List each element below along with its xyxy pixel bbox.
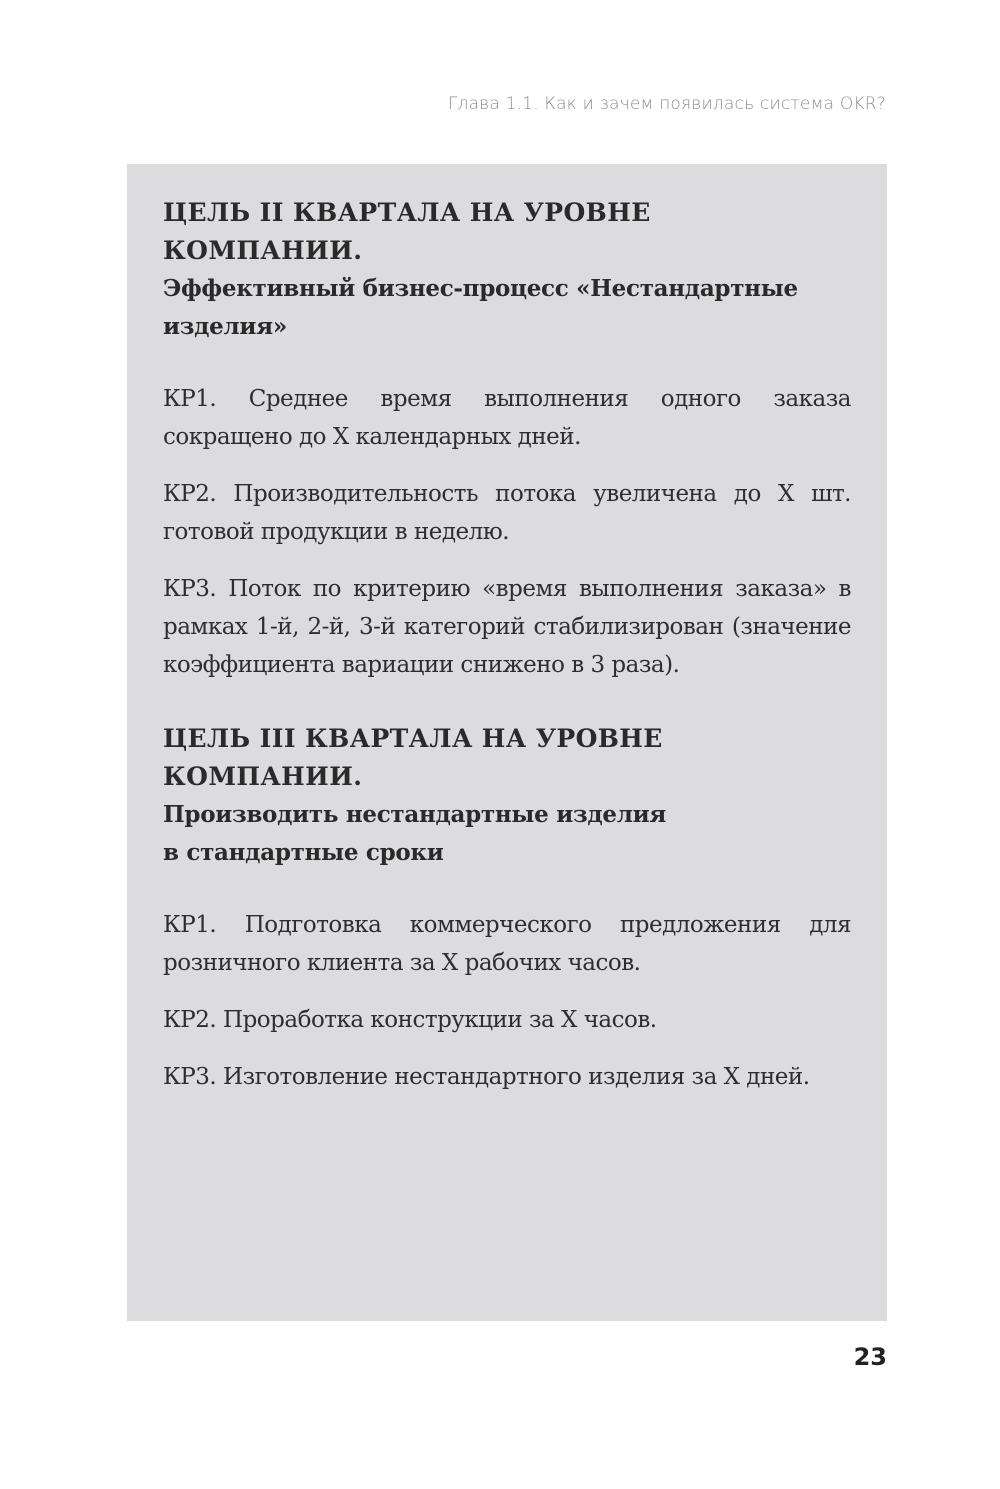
key-result-item: КР1. Среднее время выполнения одного заказа сокращено до Х календарных дней. — [163, 386, 851, 450]
key-result-item: КР2. Проработка конструкции за Х часов. — [163, 1007, 657, 1033]
goal-title: ЦЕЛЬ II КВАРТАЛА НА УРОВНЕ КОМПАНИИ. — [163, 198, 651, 265]
key-result-item: КР2. Производительность потока увеличена до Х шт. готовой продукции в неделю. — [163, 481, 851, 545]
goal-subtitle-line: Эффективный бизнес-процесс «Нестандартные — [163, 275, 798, 302]
key-result-item: КР1. Подготовка коммерческого предложения для розничного клиента за Х рабочих часов. — [163, 912, 851, 976]
key-results-list-q3 — [163, 906, 851, 1096]
key-result-item: КР3. Поток по критерию «время выполнения заказа» в рамках 1-й, 2-й, 3-й категорий стабилизирован (значение коэффициента вариации снижено в 3 раза). — [163, 576, 851, 678]
running-header: Глава 1.1. Как и зачем появилась система OKR? — [447, 94, 886, 114]
key-results-list-q2 — [163, 380, 851, 684]
goal-title: ЦЕЛЬ III КВАРТАЛА НА УРОВНЕ КОМПАНИИ. — [163, 724, 663, 791]
key-result-item: КР3. Изготовление нестандартного изделия за Х дней. — [163, 1064, 810, 1090]
goal-subtitle-line: Производить нестандартные изделия — [163, 801, 667, 828]
goal-subtitle-line: в стандартные сроки — [163, 839, 444, 866]
goal-heading-q3 — [163, 720, 851, 872]
page-number: 23 — [853, 1343, 887, 1371]
okr-goals-box — [127, 164, 887, 1321]
goal-subtitle-line: изделия» — [163, 313, 287, 340]
goal-heading-q2 — [163, 194, 851, 346]
